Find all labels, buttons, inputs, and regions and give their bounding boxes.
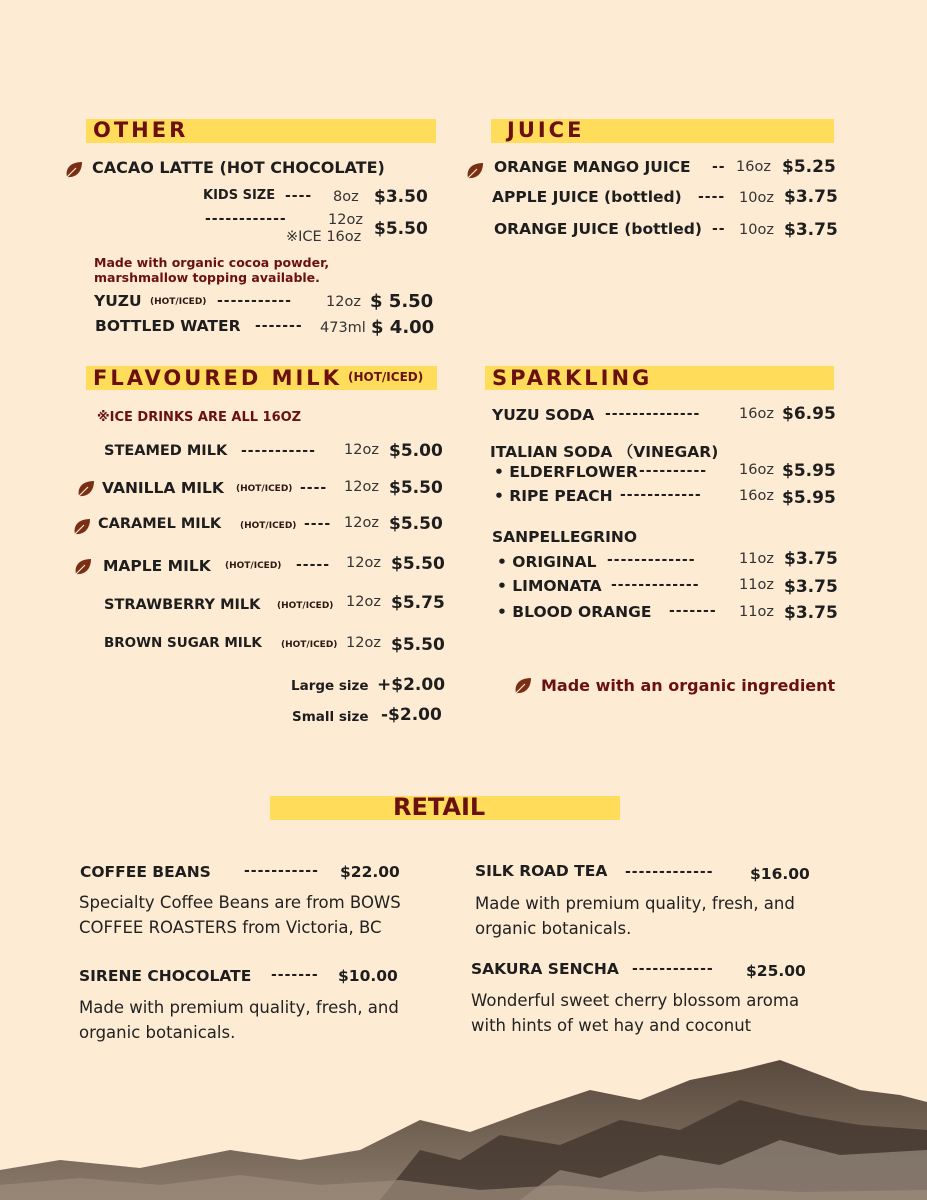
- yuzu-name: YUZU: [94, 292, 142, 310]
- juice-item-dash: --: [712, 221, 726, 237]
- yuzu-soda-size: 16oz: [739, 406, 774, 422]
- italian-item-price: $5.95: [782, 488, 836, 508]
- milk-item-price: $5.75: [391, 593, 445, 613]
- italian-item-dash: ------------: [620, 487, 702, 503]
- retail-item-price: $16.00: [750, 865, 810, 883]
- juice-item-size: 10oz: [739, 222, 774, 238]
- retail-item-price: $22.00: [340, 863, 400, 881]
- sanpell-item-price: $3.75: [784, 577, 838, 597]
- cacao-note: Made with organic cocoa powder, marshmallow topping available.: [94, 255, 330, 285]
- milk-item-name: MAPLE MILK: [103, 557, 211, 575]
- milk-item-price: $5.50: [389, 514, 443, 534]
- juice-item-name: APPLE JUICE (bottled): [492, 188, 682, 206]
- organic-leaf-icon: [73, 557, 93, 577]
- milk-item-size: 12oz: [346, 555, 381, 571]
- milk-item-name: STRAWBERRY MILK: [104, 597, 261, 613]
- kids-size-dash: ----: [285, 188, 313, 204]
- italian-item-name: • ELDERFLOWER: [494, 463, 638, 481]
- milk-item-name: CARAMEL MILK: [98, 516, 222, 532]
- sanpell-item-name: • LIMONATA: [497, 577, 602, 595]
- juice-item-price: $3.75: [784, 187, 838, 207]
- juice-item-dash: --: [712, 159, 726, 175]
- sanpell-item-dash: -------------: [607, 552, 696, 568]
- retail-item-desc: Specialty Coffee Beans are from BOWS COFFEE ROASTERS from Victoria, BC: [79, 893, 401, 937]
- milk-item-name: STEAMED MILK: [104, 443, 228, 459]
- juice-item-name: ORANGE JUICE (bottled): [494, 220, 702, 238]
- milk-item-dash: -----------: [241, 443, 316, 459]
- sanpell-item-size: 11oz: [739, 551, 774, 567]
- milk-item-size: 12oz: [346, 635, 381, 651]
- juice-item-size: 10oz: [739, 190, 774, 206]
- large-size-price: +$2.00: [377, 675, 446, 695]
- organic-leaf-icon: [76, 479, 96, 499]
- yuzu-sub: (HOT/ICED): [150, 297, 207, 307]
- italian-item-price: $5.95: [782, 461, 836, 481]
- ice-size-volume: ※ICE 16oz: [286, 229, 362, 245]
- retail-item-dash: -------: [271, 967, 319, 983]
- sanpell-item-price: $3.75: [784, 549, 838, 569]
- small-size-price: -$2.00: [381, 705, 442, 725]
- retail-item-dash: -------------: [625, 864, 714, 880]
- bottled-water-name: BOTTLED WATER: [95, 317, 241, 335]
- milk-item-price: $5.50: [391, 554, 445, 574]
- organic-leaf-icon: [64, 160, 84, 180]
- juice-title: JUICE: [507, 118, 585, 142]
- milk-item-sub: (HOT/ICED): [277, 601, 334, 611]
- milk-item-dash: -----: [296, 557, 331, 573]
- retail-item-desc: Wonderful sweet cherry blossom aroma with hints of wet hay and coconut: [471, 991, 800, 1035]
- milk-title: FLAVOURED MILK: [93, 366, 342, 390]
- other-title: OTHER: [93, 118, 189, 142]
- milk-title-sub: (HOT/ICED): [348, 370, 424, 384]
- organic-leaf-icon: [513, 676, 533, 696]
- milk-item-sub: (HOT/ICED): [281, 640, 338, 650]
- milk-item-name: BROWN SUGAR MILK: [104, 635, 262, 651]
- italian-soda-title: ITALIAN SODA （VINEGAR): [490, 443, 719, 461]
- milk-item-price: $5.00: [389, 441, 443, 461]
- retail-item-name: SILK ROAD TEA: [475, 862, 608, 880]
- milk-item-size: 12oz: [346, 594, 381, 610]
- italian-item-size: 16oz: [739, 462, 774, 478]
- retail-item-dash: -----------: [244, 863, 319, 879]
- juice-item-price: $3.75: [784, 220, 838, 240]
- organic-leaf-icon: [72, 517, 92, 537]
- milk-item-dash: ----: [304, 516, 332, 532]
- sanpell-item-name: • BLOOD ORANGE: [497, 603, 652, 621]
- milk-item-sub: (HOT/ICED): [240, 521, 297, 531]
- kids-size-volume: 8oz: [333, 189, 359, 205]
- small-size-label: Small size: [292, 709, 369, 725]
- retail-item-desc: Made with premium quality, fresh, and organic botanicals.: [79, 998, 399, 1042]
- milk-item-size: 12oz: [344, 479, 379, 495]
- juice-item-name: ORANGE MANGO JUICE: [494, 158, 691, 176]
- sanpell-item-size: 11oz: [739, 577, 774, 593]
- retail-item-desc: Made with premium quality, fresh, and organic botanicals.: [475, 894, 795, 938]
- milk-item-price: $5.50: [391, 635, 445, 655]
- sanpell-item-price: $3.75: [784, 603, 838, 623]
- sanpell-item-dash: -------: [669, 603, 717, 619]
- yuzu-soda-price: $6.95: [782, 404, 836, 424]
- cacao-latte-name: CACAO LATTE (HOT CHOCOLATE): [92, 158, 385, 177]
- regular-size-volume: 12oz: [328, 212, 363, 228]
- yuzu-dash: -----------: [217, 293, 292, 309]
- bottled-water-size: 473ml: [320, 320, 366, 336]
- retail-title: RETAIL: [393, 793, 486, 821]
- kids-size-price: $3.50: [374, 187, 428, 207]
- juice-item-size: 16oz: [736, 159, 771, 175]
- milk-item-size: 12oz: [344, 515, 379, 531]
- retail-item-name: COFFEE BEANS: [80, 863, 211, 881]
- sparkling-title: SPARKLING: [492, 366, 653, 390]
- organic-legend-text: Made with an organic ingredient: [541, 676, 836, 695]
- retail-item-dash: ------------: [632, 961, 714, 977]
- kids-size-label: KIDS SIZE: [203, 188, 276, 203]
- regular-size-dash: ------------: [205, 211, 287, 227]
- italian-item-dash: ----------: [639, 463, 708, 479]
- milk-item-name: VANILLA MILK: [102, 479, 224, 497]
- retail-item-name: SIRENE CHOCOLATE: [79, 967, 252, 985]
- milk-item-size: 12oz: [344, 442, 379, 458]
- regular-size-price: $5.50: [374, 219, 428, 239]
- italian-item-name: • RIPE PEACH: [494, 487, 613, 505]
- italian-item-size: 16oz: [739, 488, 774, 504]
- milk-item-dash: ----: [300, 480, 328, 496]
- sanpell-item-size: 11oz: [739, 604, 774, 620]
- sanpell-item-name: • ORIGINAL: [497, 553, 597, 571]
- milk-item-sub: (HOT/ICED): [225, 561, 282, 571]
- mountain-illustration: [0, 1040, 927, 1200]
- yuzu-soda-dash: --------------: [605, 406, 701, 422]
- sanpell-item-dash: -------------: [611, 577, 700, 593]
- bottled-water-dash: -------: [255, 318, 303, 334]
- yuzu-size: 12oz: [326, 294, 361, 310]
- retail-item-name: SAKURA SENCHA: [471, 960, 619, 978]
- milk-item-sub: (HOT/ICED): [236, 484, 293, 494]
- organic-leaf-icon: [465, 161, 485, 181]
- retail-item-price: $25.00: [746, 962, 806, 980]
- sanpellegrino-title: SANPELLEGRINO: [492, 528, 637, 546]
- ice-drinks-notice: ※ICE DRINKS ARE ALL 16OZ: [97, 410, 302, 425]
- retail-item-price: $10.00: [338, 967, 398, 985]
- yuzu-soda-name: YUZU SODA: [492, 406, 595, 424]
- bottled-water-price: $ 4.00: [371, 317, 435, 338]
- juice-item-dash: ----: [698, 189, 726, 205]
- large-size-label: Large size: [291, 678, 369, 694]
- juice-item-price: $5.25: [782, 157, 836, 177]
- milk-item-price: $5.50: [389, 478, 443, 498]
- yuzu-price: $ 5.50: [370, 291, 434, 312]
